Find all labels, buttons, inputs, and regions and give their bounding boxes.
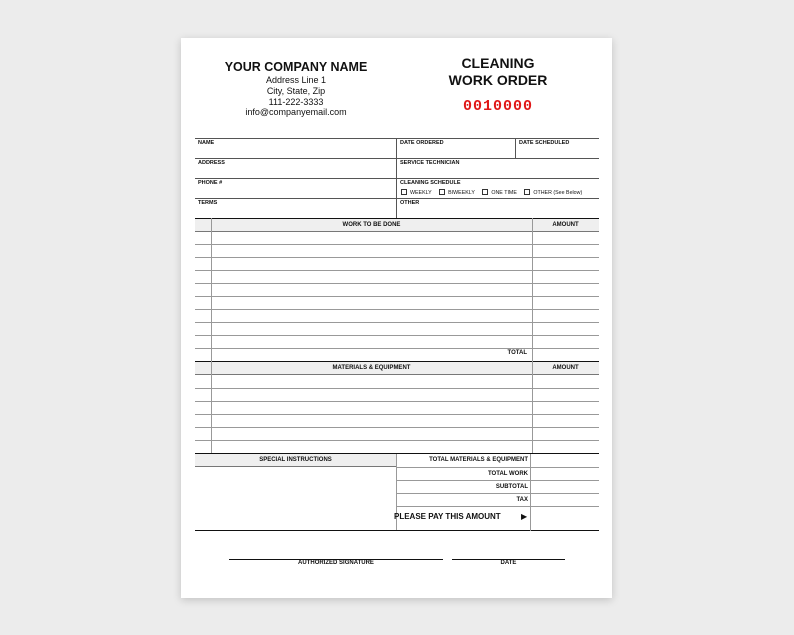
materials-table-row[interactable] (195, 388, 599, 389)
schedule-options (401, 189, 588, 196)
company-name: YOUR COMPANY NAME (224, 60, 368, 74)
work-order-sheet (181, 38, 612, 598)
option-other[interactable] (524, 189, 582, 196)
service-technician-label: SERVICE TECHNICIAN (400, 160, 460, 166)
total-materials-row (396, 454, 599, 467)
work-table-header (195, 219, 599, 232)
materials-header-label: MATERIALS & EQUIPMENT (332, 365, 411, 371)
work-table (195, 218, 599, 361)
company-email: info@companyemail.com (245, 107, 347, 118)
checkbox-icon (439, 189, 445, 195)
work-order-number: 0010000 (462, 98, 533, 115)
materials-table-row[interactable] (195, 414, 599, 415)
terms-field[interactable] (195, 199, 396, 219)
checkbox-icon (524, 189, 530, 195)
work-total-label: TOTAL (507, 350, 527, 356)
work-header-label: WORK TO BE DONE (342, 222, 401, 228)
total-materials-label: TOTAL MATERIALS & EQUIPMENT (429, 457, 528, 463)
materials-table-row[interactable] (195, 427, 599, 428)
date-ordered-field[interactable] (396, 139, 516, 159)
option-one-time-label: ONE TIME (491, 190, 517, 196)
name-label: NAME (198, 140, 215, 146)
work-table-row[interactable] (195, 296, 599, 297)
work-amount-column-rule (532, 218, 533, 361)
date-scheduled-field[interactable] (515, 139, 600, 159)
other-field[interactable] (396, 199, 600, 219)
option-biweekly[interactable] (439, 189, 475, 196)
special-instructions-header: SPECIAL INSTRUCTIONS (195, 454, 396, 467)
cleaning-schedule-label: CLEANING SCHEDULE (400, 180, 461, 186)
date-scheduled-label: DATE SCHEDULED (519, 140, 570, 146)
option-one-time[interactable] (482, 189, 517, 196)
work-table-row[interactable] (195, 244, 599, 245)
field-row-terms (195, 198, 599, 219)
tax-row (396, 493, 599, 507)
work-table-row[interactable] (195, 335, 599, 336)
materials-table (195, 361, 599, 453)
phone-field[interactable] (195, 179, 396, 199)
materials-amount-header: AMOUNT (552, 365, 579, 371)
authorized-signature-label: AUTHORIZED SIGNATURE (298, 560, 374, 566)
materials-table-header (195, 362, 599, 375)
work-amount-header: AMOUNT (552, 222, 579, 228)
name-field[interactable] (195, 139, 396, 159)
checkbox-icon (401, 189, 407, 195)
materials-table-row[interactable] (195, 440, 599, 441)
work-table-row[interactable] (195, 270, 599, 271)
field-row-address (195, 158, 599, 179)
service-technician-field[interactable] (396, 159, 600, 179)
arrow-right-icon: ▶ (521, 512, 528, 521)
work-table-row[interactable] (195, 257, 599, 258)
work-table-row[interactable] (195, 322, 599, 323)
total-work-label: TOTAL WORK (488, 471, 528, 477)
materials-table-row[interactable] (195, 401, 599, 402)
address-field[interactable] (195, 159, 396, 179)
field-row-name (195, 138, 599, 159)
checkbox-icon (482, 189, 488, 195)
company-address: Address Line 1 (265, 75, 327, 85)
work-table-row[interactable] (195, 309, 599, 310)
work-table-row[interactable] (195, 283, 599, 284)
cleaning-schedule-field (396, 179, 600, 199)
work-number-column-rule (211, 218, 212, 361)
total-work-row (396, 467, 599, 481)
subtotal-label: SUBTOTAL (495, 484, 528, 490)
total-materials-amount[interactable] (530, 454, 599, 467)
phone-label: PHONE # (198, 180, 223, 186)
company-city: City, State, Zip (266, 85, 326, 96)
work-table-row[interactable] (195, 348, 599, 349)
address-label: ADDRESS (198, 160, 225, 166)
date-ordered-label: DATE ORDERED (400, 140, 444, 146)
tax-label: TAX (516, 497, 528, 503)
pay-amount-label: PLEASE PAY THIS AMOUNT (394, 512, 501, 521)
title-line-1: CLEANING (461, 55, 535, 71)
document-title (413, 55, 583, 89)
option-weekly[interactable] (401, 189, 432, 196)
company-phone: 111-222-3333 (268, 96, 324, 107)
field-row-phone (195, 178, 599, 199)
special-instructions-area[interactable] (195, 467, 396, 530)
terms-label: TERMS (198, 200, 218, 206)
option-biweekly-label: BIWEEKLY (448, 190, 475, 196)
option-weekly-label: WEEKLY (410, 190, 432, 196)
other-label: OTHER (400, 200, 420, 206)
subtotal-row (396, 480, 599, 494)
title-line-2: WORK ORDER (448, 71, 548, 88)
company-block (181, 60, 411, 118)
signature-date-label: DATE (500, 560, 517, 566)
option-other-label: OTHER (See Below) (533, 190, 583, 196)
pay-amount-value[interactable] (530, 507, 599, 531)
